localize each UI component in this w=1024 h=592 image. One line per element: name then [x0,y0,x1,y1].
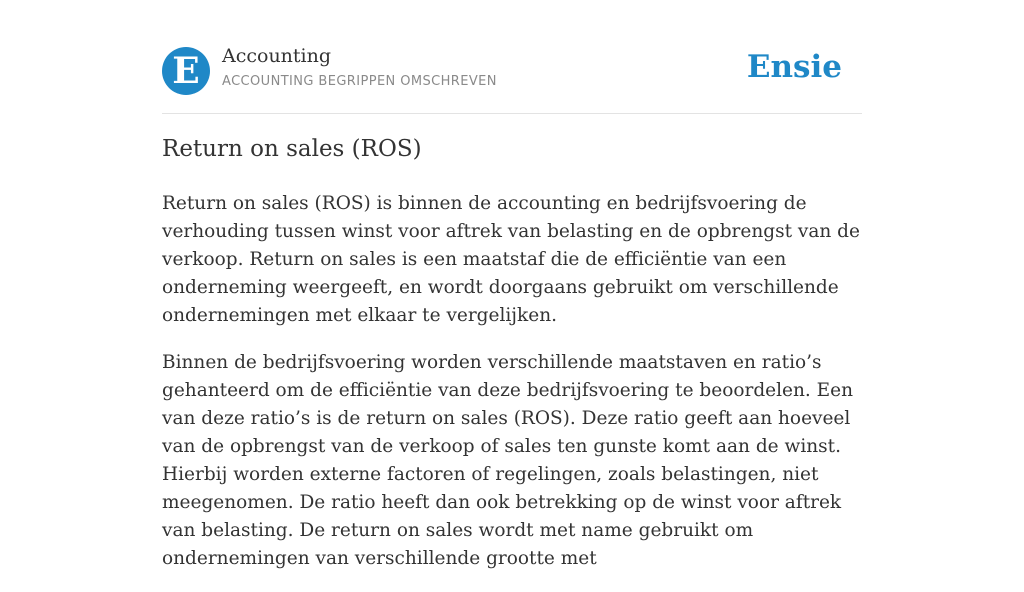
site-logo-icon[interactable]: E [162,47,210,95]
site-subtitle: ACCOUNTING BEGRIPPEN OMSCHREVEN [222,74,497,89]
article-body [162,190,862,592]
brand-logo[interactable]: Ensie [746,49,842,85]
site-header [162,0,862,114]
site-title[interactable]: Accounting [222,45,332,67]
content-container [162,0,862,569]
article-paragraph: Binnen de bedrijfsvoering worden verschillende maatstaven en ratio’s gehanteerd om de efficiëntie van deze bedrijfsvoering te beoordelen. Een van deze ratio’s is de return on sales (ROS). Deze ratio geeft aan hoeveel van de opbrengst van de verkoop of sales ten gunste komt aan de winst. Hierbij worden externe factoren of regelingen, zoals belastingen, niet meegenomen. De ratio heeft dan ook betrekking op de winst voor aftrek van belasting. De return on sales wordt met name gebruikt om ondernemingen van verschillende grootte met [162,352,854,569]
article-paragraph: Return on sales (ROS) is binnen de accounting en bedrijfsvoering de verhouding tussen winst voor aftrek van belasting en de opbrengst van de verkoop. Return on sales is een maatstaf die de efficiëntie van een onderneming weergeeft, en wordt doorgaans gebruikt om verschillende ondernemingen met elkaar te vergelijken. [162,193,860,326]
article-title: Return on sales (ROS) [162,136,422,162]
